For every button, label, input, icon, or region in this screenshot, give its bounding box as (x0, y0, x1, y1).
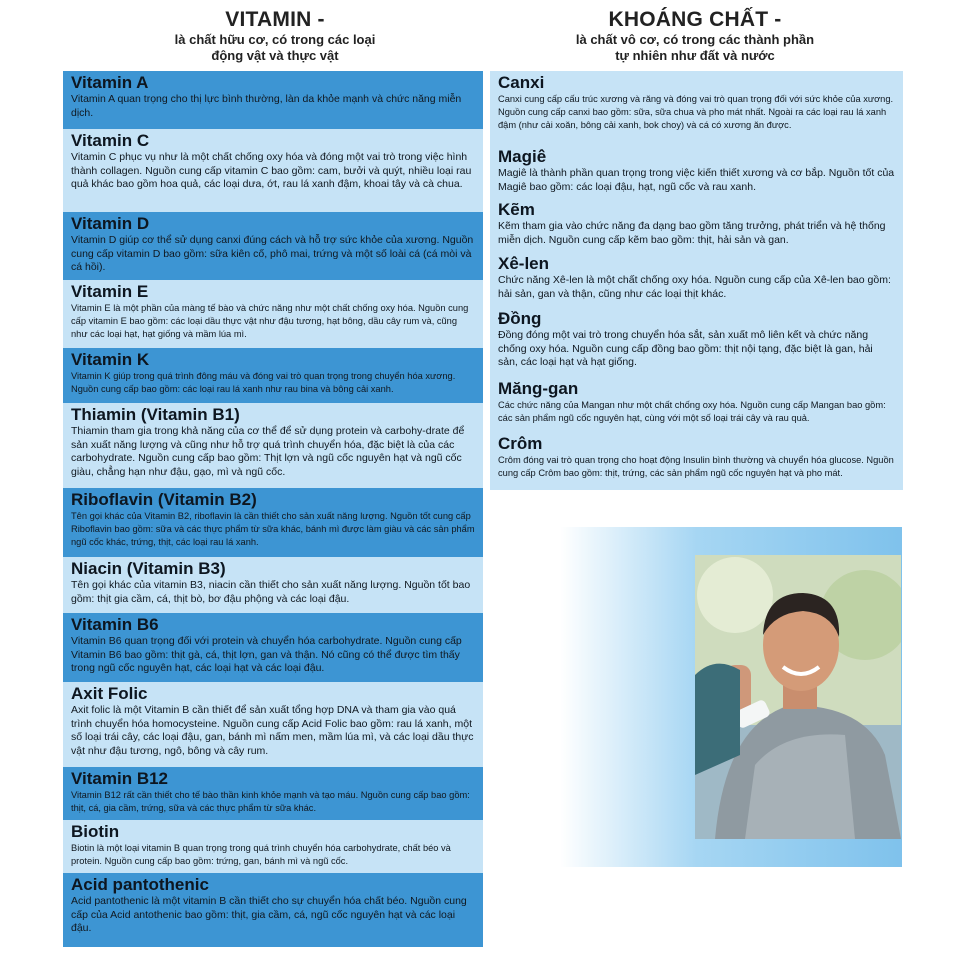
vitamin-card (63, 820, 483, 873)
vitamin-description: Vitamin D giúp cơ thể sử dụng canxi đúng cách và hỗ trợ sức khỏe của xương. Nguồn cung cấp vitamin D bao gồm: sữa kiên cố, phô mai, trứng và một số loài cá (cá mòi và cá hồi). (71, 234, 474, 273)
mineral-subtitle-line1: là chất vô cơ, có trong các thành phần (575, 32, 815, 47)
mineral-description: Chức năng Xê-len là một chất chống oxy hóa. Nguồn cung cấp của Xê-len bao gồm: hải sản, gan và thận, cũng như các loại thịt khác. (498, 274, 891, 300)
vitamin-name: Axit Folic (71, 684, 148, 703)
vitamin-description: Acid pantothenic là một vitamin B cần thiết cho sự chuyển hóa chất béo. Nguồn cung cấp của Acid antothenic bao gồm: thịt, gia cầm, cá, ngũ cốc nguyên hạt và các loại đậu. (71, 895, 467, 934)
mineral-description: Đồng đóng một vai trò trong chuyển hóa sắt, sản xuất mô liên kết và chức năng chống oxy hóa. Nguồn cung cấp đồng bao gồm: thịt nội tạng, đặc biệt là gan, hải sản, các loại hạt và hạt giống. (498, 329, 873, 368)
vitamin-name: Vitamin B12 (71, 769, 169, 788)
mineral-list (490, 71, 903, 490)
mineral-description: Các chức năng của Mangan như một chất chống oxy hóa. Nguồn cung cấp Mangan bao gồm: các sản phẩm ngũ cốc nguyên hạt, cùng với một số loại trái cây và rau quả. (498, 400, 886, 423)
vitamin-description: Thiamin tham gia trong khả năng của cơ thể để sử dụng protein và carbohy-drate để sản xuất năng lượng và cũng như hỗ trợ quá trình chuyển hóa, đặc biệt là của các carbohydrate. Nguồn cung cấp bao gồm: Thịt lợn và ngũ cốc nguyên hạt và ngũ cốc giàu, chẳng hạn như đậu, gạo, mì và ngũ cốc. (71, 425, 465, 478)
vitamin-card (63, 71, 483, 129)
vitamin-card (63, 129, 483, 212)
mineral-card (490, 432, 903, 490)
vitamin-card (63, 280, 483, 348)
vitamin-name: Vitamin D (71, 214, 150, 233)
vitamin-description: Vitamin B12 rất cần thiết cho tế bào thần kinh khỏe mạnh và tạo máu. Nguồn cung cấp bao gồm: thịt, cá, gia cầm, trứng, sữa và các thực phẩm từ sữa khác. (71, 790, 470, 813)
vitamin-card (63, 682, 483, 767)
mineral-description: Magiê là thành phần quan trọng trong việc kiến thiết xương và cơ bắp. Nguồn tốt của Magiê bao gồm: các loại đậu, hạt, ngũ cốc và rau xanh. (498, 167, 895, 193)
vitamin-heading (95, 8, 455, 64)
vitamin-description: Biotin là một loại vitamin B quan trọng trong quá trình chuyển hóa carbohydrate, chất béo và protein. Nguồn cung cấp bao gồm: trứng, gan, bánh mì và ngũ cốc. (71, 843, 451, 866)
vitamin-card (63, 557, 483, 613)
vitamin-subtitle-line1: là chất hữu cơ, có trong các loại (174, 32, 376, 47)
vitamin-subtitle-line2: động vật và thực vật (211, 48, 339, 63)
vitamin-name: Vitamin K (71, 350, 150, 369)
vitamin-card (63, 488, 483, 557)
man-portrait-photo (695, 555, 901, 839)
vitamin-name: Riboflavin (Vitamin B2) (71, 490, 257, 509)
vitamin-card (63, 212, 483, 280)
vitamin-description: Vitamin A quan trọng cho thị lực bình thường, làn da khỏe mạnh và chức năng miễn dịch. (71, 93, 462, 119)
vitamin-description: Vitamin K giúp trong quá trình đông máu và đóng vai trò quan trọng trong chuyển hóa xương. Nguồn cung cấp bao gồm: các loại rau lá xanh như rau bina và bông cải xanh. (71, 371, 456, 394)
mineral-name: Xê-len (498, 254, 550, 273)
vitamin-list (63, 71, 483, 947)
vitamin-card (63, 767, 483, 820)
mineral-card (490, 252, 903, 307)
vitamin-description: Tên gọi khác của vitamin B3, niacin cần thiết cho sản xuất năng lượng. Nguồn tốt bao gồm: thịt gia cầm, cá, thịt bò, bơ đậu phộng và các loại đậu. (71, 579, 471, 605)
mineral-description: Kẽm tham gia vào chức năng đa dạng bao gồm tăng trưởng, phát triển và hệ thống miễn dịch. Nguồn cung cấp kẽm bao gồm: thịt, hải sản và gan. (498, 220, 886, 246)
mineral-description: Canxi cung cấp cấu trúc xương và răng và đóng vai trò quan trọng đối với sức khỏe của xương. Nguồn cung cấp canxi bao gồm: sữa, sữa chua và pho mát nhất. Ngoài ra các loại rau lá xanh đậm (như cải xoăn, bông cải xanh, bok choy) và cá có xương ăn được. (498, 94, 894, 130)
mineral-card (490, 198, 903, 252)
mineral-name: Magiê (498, 147, 547, 166)
vitamin-name: Vitamin E (71, 282, 149, 301)
vitamin-card (63, 403, 483, 488)
mineral-name: Kẽm (498, 200, 535, 219)
mineral-card (490, 71, 903, 145)
mineral-card (490, 307, 903, 377)
mineral-name: Crôm (498, 434, 543, 453)
vitamin-card (63, 873, 483, 947)
vitamin-description: Vitamin E là một phần của màng tế bào và chức năng như một chất chống oxy hóa. Nguồn cung cấp vitamin E bao gồm: các loại dầu thực vật như đậu tương, hạt bông, dầu cây rum và, cũng như các loại hạt, hạt giống và mầm lúa mì. (71, 303, 469, 339)
man-portrait-illustration (695, 555, 901, 839)
mineral-name: Canxi (498, 73, 545, 92)
vitamin-description: Vitamin B6 quan trọng đối với protein và chuyển hóa carbohydrate. Nguồn cung cấp Vitamin B6 bao gồm: thịt gà, cá, thịt lợn, gan và thận. Nó cũng có thể được tìm thấy trong ngũ cốc nguyên hạt, các loại hạt và các loại đậu. (71, 635, 462, 674)
vitamin-name: Vitamin B6 (71, 615, 159, 634)
mineral-name: Măng-gan (498, 379, 579, 398)
vitamin-card (63, 348, 483, 403)
vitamin-title: VITAMIN - (225, 8, 325, 31)
mineral-subtitle-line2: tự nhiên như đất và nước (615, 48, 775, 63)
mineral-heading (500, 8, 890, 64)
vitamin-card (63, 613, 483, 682)
mineral-card (490, 377, 903, 432)
vitamin-name: Niacin (Vitamin B3) (71, 559, 226, 578)
vitamin-description: Tên gọi khác của Vitamin B2, riboflavin là cần thiết cho sản xuất năng lượng. Nguồn tốt cung cấp Riboflavin bao gồm: sữa và các thực phẩm từ sữa khác, bánh mì được làm giàu và các sản phẩm ngũ cốc khác, trứng, thịt, các loại rau lá xanh. (71, 511, 475, 547)
mineral-card (490, 145, 903, 198)
vitamin-description: Vitamin C phục vụ như là một chất chống oxy hóa và đóng một vai trò trong việc hình thành collagen. Nguồn cung cấp vitamin C bao gồm: cam, bưởi và quýt, nhiều loại rau quả khác bao gồm hoa quả, các loại dưa, ớt, rau lá xanh đậm, khoai tây và cà chua. (71, 151, 472, 190)
vitamin-name: Thiamin (Vitamin B1) (71, 405, 240, 424)
vitamin-name: Vitamin C (71, 131, 150, 150)
vitamin-name: Vitamin A (71, 73, 149, 92)
mineral-name: Đồng (498, 309, 542, 328)
vitamin-name: Acid pantothenic (71, 875, 209, 894)
vitamin-description: Axit folic là một Vitamin B cần thiết để sản xuất tổng hợp DNA và tham gia vào quá trình chuyển hóa homocysteine. Nguồn cung cấp Acid Folic bao gồm: rau lá xanh, một số loại trái cây, các loại đậu, gan, bánh mì nấm men, mầm lúa mì, và các loại dầu thực vật như đậu tương, ngô, bông và cây rum. (71, 704, 474, 757)
vitamin-name: Biotin (71, 822, 120, 841)
mineral-title: KHOÁNG CHẤT - (608, 8, 782, 31)
mineral-description: Crôm đóng vai trò quan trọng cho hoạt động Insulin bình thường và chuyển hóa glucose. Nguồn cung cấp Crôm bao gồm: thịt, trứng, các sản phẩm ngũ cốc nguyên hạt và pho mát. (498, 455, 894, 478)
